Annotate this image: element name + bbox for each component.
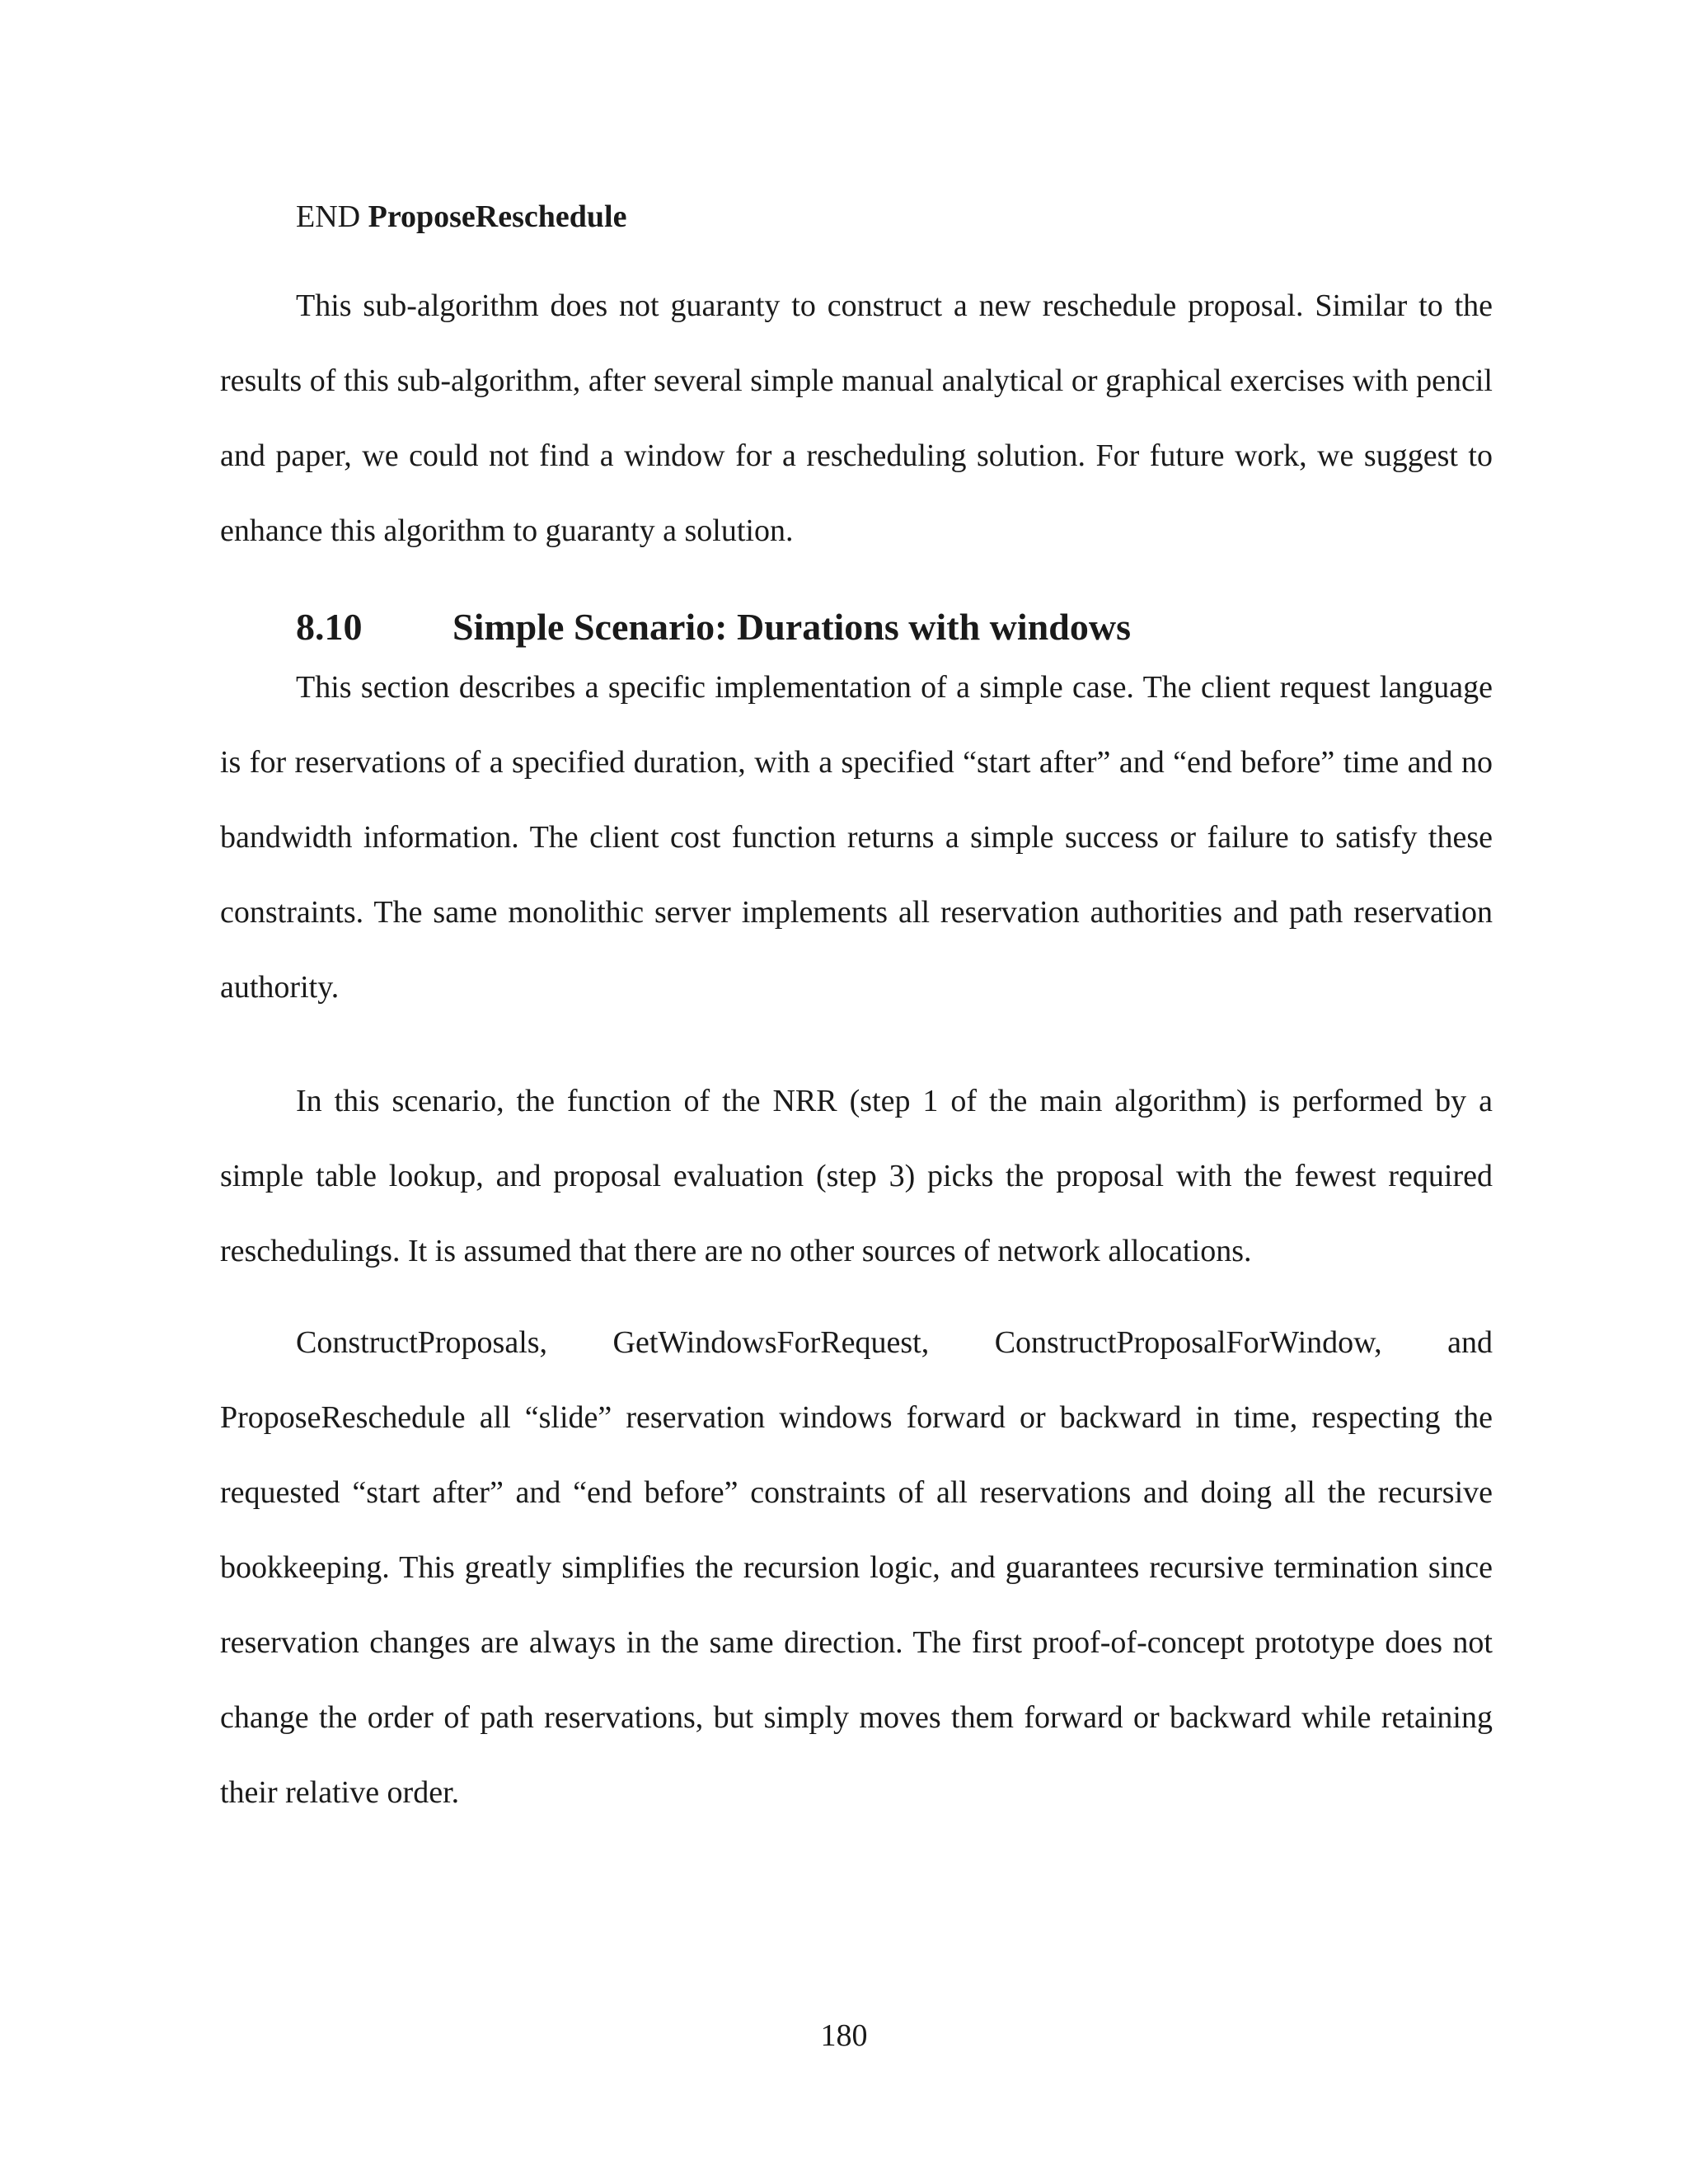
end-procedure-line — [296, 180, 626, 255]
procedure-name: ProposeReschedule — [368, 199, 627, 234]
section-title: Simple Scenario: Durations with windows — [452, 606, 1131, 648]
paragraph-nrr-function: In this scenario, the function of the NRR (step 1 of the main algorithm) is performed by a simple table lookup, and proposal evaluation (step 3) picks the proposal with the fewest required reschedulings. It is assumed that there are no other sources of network allocations. — [220, 1084, 1493, 1268]
paragraph-sliding-windows: ConstructProposals, GetWindowsForRequest, ConstructProposalForWindow, and ProposeReschedule all “slide” reservation windows forward or backward in time, respecting the requested “start after” and “end before” constraints of all reservations and doing all the recursive bookkeeping. This greatly simplifies the recursion logic, and guarantees recursive termination since reservation changes are always in the same direction. The first proof-of-concept prototype does not change the order of path reservations, but simply moves them forward or backward while retaining their relative order. — [220, 1325, 1493, 1810]
paragraph-sub-algorithm-note: This sub-algorithm does not guaranty to construct a new reschedule proposal. Similar to the results of this sub-algorithm, after several simple manual analytical or graphical exercises with pencil and paper, we could not find a window for a rescheduling solution. For future work, we suggest to enhance this algorithm to guaranty a solution. — [220, 288, 1493, 548]
page-number: 180 — [820, 2018, 868, 2053]
section-number: 8.10 — [296, 606, 363, 648]
end-keyword: END — [296, 199, 368, 234]
paragraph-scenario-description: This section describes a specific implementation of a simple case. The client request language is for reservations of a specified duration, with a specified “start after” and “end before” time and no bandwidth information. The client cost function returns a simple success or failure to satisfy these constraints. The same monolithic server implements all reservation authorities and path reservation authority. — [220, 670, 1493, 1005]
